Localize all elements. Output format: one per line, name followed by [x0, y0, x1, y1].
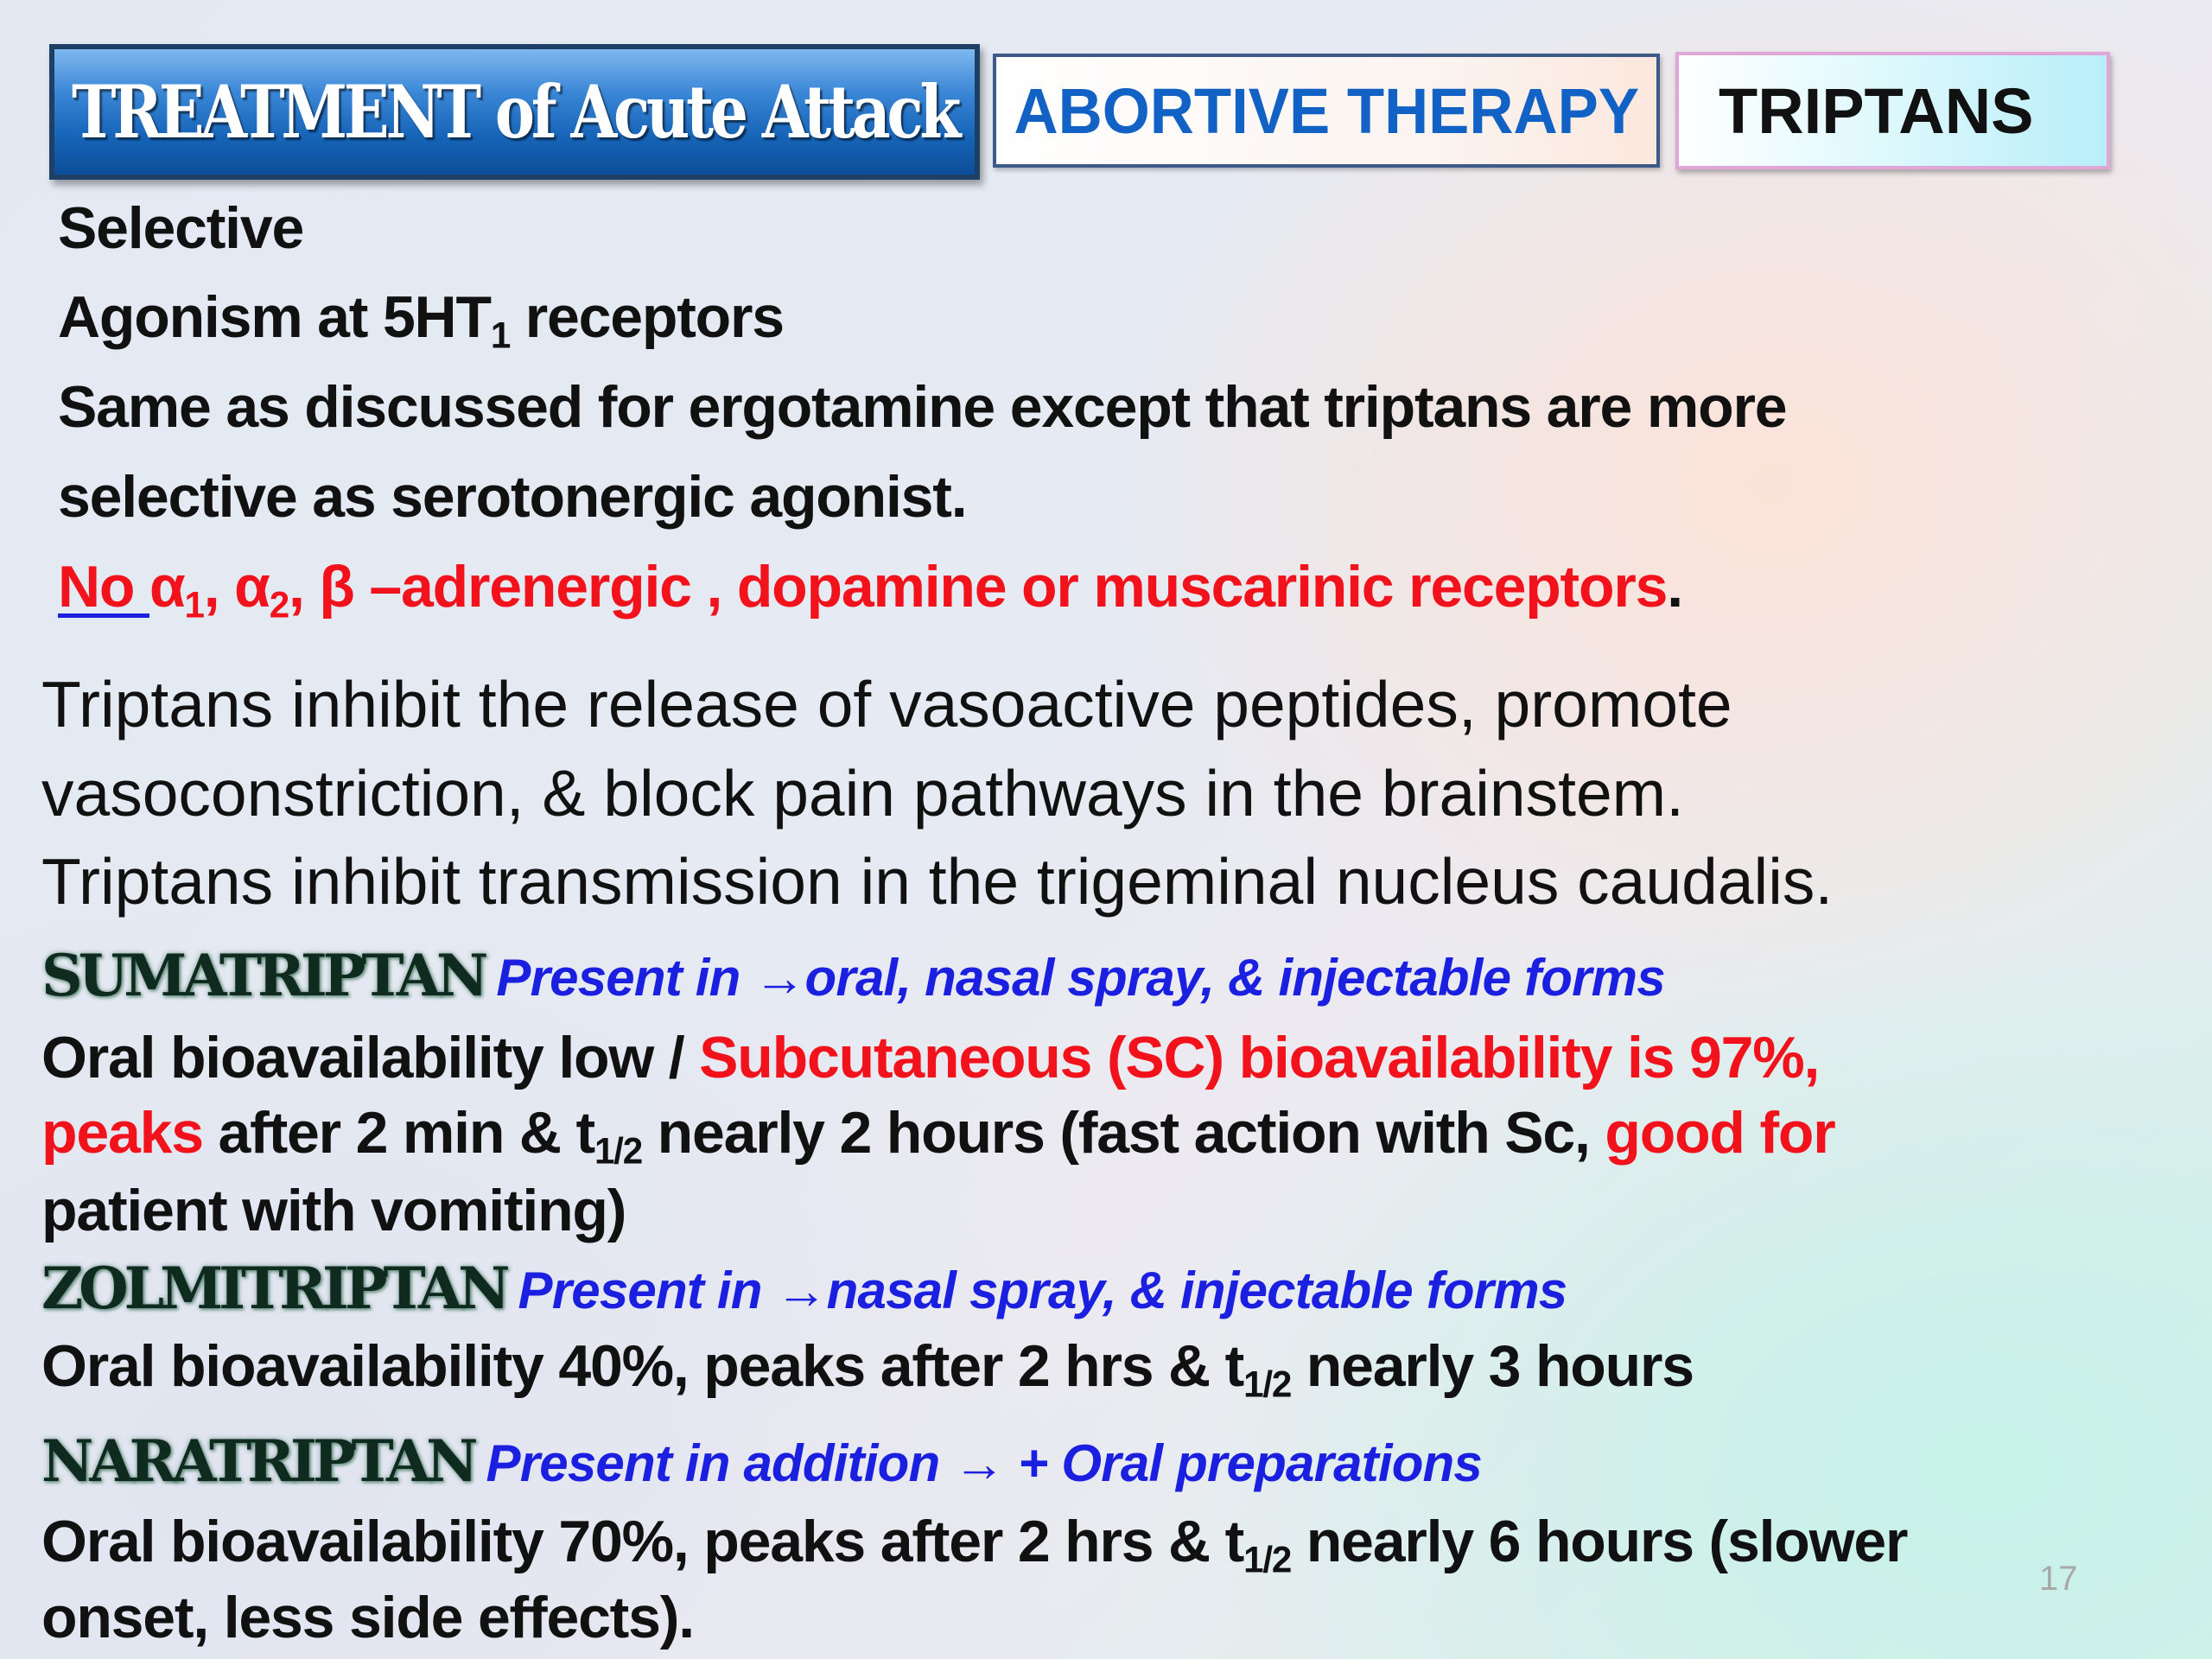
abortive-therapy-box: [993, 54, 1660, 168]
intro-line-ergotamine: Same as discussed for ergotamine except that triptans are more: [58, 374, 1787, 440]
zolmitriptan-line-1: Oral bioavailability 40%, peaks after 2 hrs & $t_{1/2}$ nearly 3 hours: [41, 1333, 1694, 1405]
title-banner: [49, 44, 980, 180]
mechanism-line-1: Triptans inhibit the release of vasoactive peptides, promote: [41, 668, 1732, 741]
intro-line-no-receptors: No $\alpha_1$, $\alpha_2$, β –adrenergic , dopamine or muscarinic receptors.: [58, 554, 1682, 626]
triptans-text: TRIPTANS: [1719, 74, 2034, 147]
sumatriptan-line-1: Oral bioavailability low / Subcutaneous (SC) bioavailability is 97%,: [41, 1025, 1820, 1090]
intro-line-selective: Selective: [58, 195, 304, 261]
sumatriptan-line-3: patient with vomiting): [41, 1178, 626, 1243]
intro-line-selective-agonist: selective as serotonergic agonist.: [58, 464, 967, 530]
intro-line-agonism: Agonism at $5HT_1$ receptors: [58, 284, 784, 356]
zolmitriptan-name: ZOLMITRIPTAN: [41, 1255, 506, 1322]
mechanism-line-3: Triptans inhibit transmission in the trigeminal nucleus caudalis.: [41, 845, 1834, 918]
triptans-box: [1675, 52, 2110, 169]
naratriptan-heading: [41, 1427, 1482, 1495]
zolmitriptan-forms: Present in →nasal spray, & injectable forms: [518, 1262, 1567, 1319]
naratriptan-forms: Present in addition → + Oral preparations: [486, 1434, 1482, 1492]
sumatriptan-name: SUMATRIPTAN: [41, 942, 485, 1009]
naratriptan-line-2: onset, less side effects).: [41, 1585, 694, 1650]
sumatriptan-line-2: peaks after 2 min & $t_{1/2}$ nearly 2 hours (fast action with Sc, good for: [41, 1100, 1835, 1172]
zolmitriptan-heading: [41, 1255, 1567, 1322]
title-text: TREATMENT of Acute Attack: [71, 69, 958, 155]
abortive-therapy-text: ABORTIVE THERAPY: [1014, 74, 1639, 147]
naratriptan-name: NARATRIPTAN: [41, 1427, 474, 1495]
page-number: 17: [2039, 1560, 2078, 1598]
sumatriptan-heading: [41, 942, 1665, 1009]
naratriptan-line-1: Oral bioavailability 70%, peaks after 2 hrs & $t_{1/2}$ nearly 6 hours (slower: [41, 1509, 1908, 1580]
mechanism-line-2: vasoconstriction, & block pain pathways in the brainstem.: [41, 757, 1684, 830]
sumatriptan-forms: Present in →oral, nasal spray, & injectable forms: [496, 949, 1665, 1007]
